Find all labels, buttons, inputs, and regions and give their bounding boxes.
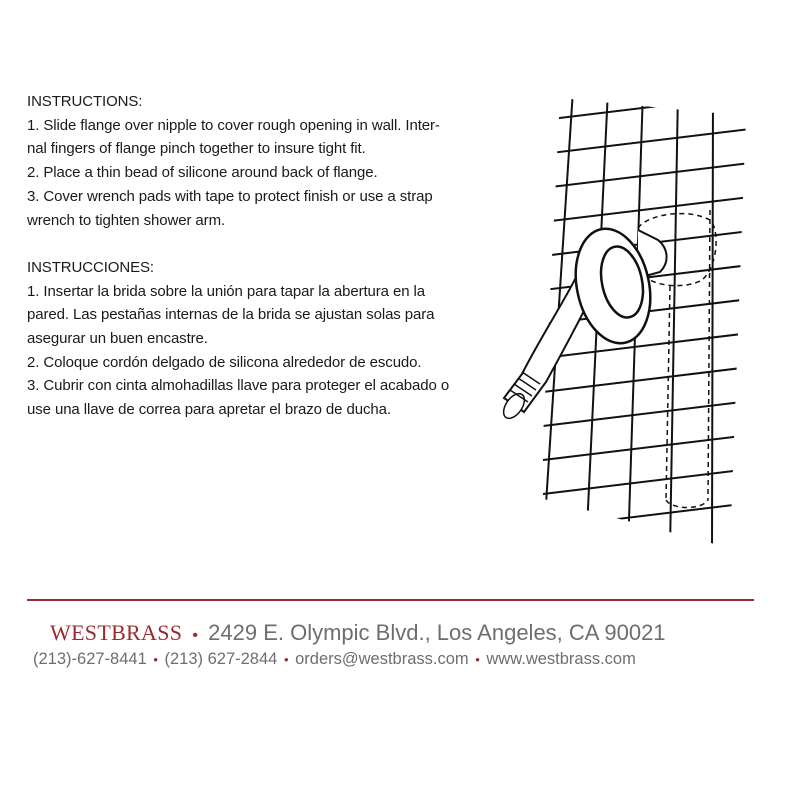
instruction-line-es: 3. Cubrir con cinta almohadillas llave para proteger el acabado o [27,377,450,395]
footer-contact-line [33,650,636,669]
instruction-line: nal fingers of flange pinch together to insure tight fit. [27,140,366,158]
bullet-separator: • [475,652,480,667]
footer-email: orders@westbrass.com [295,650,469,668]
instruction-line-es: pared. Las pestañas internas de la brida se ajustan solas para [27,306,435,324]
bullet-separator: • [153,652,158,667]
footer-phone-1: (213)-627-8441 [33,650,147,668]
footer-website: www.westbrass.com [486,650,636,668]
instructions-heading-en: INSTRUCTIONS: [27,93,143,110]
instruction-line: 2. Place a thin bead of silicone around back of flange. [27,164,378,182]
instruction-line-es: 2. Coloque cordón delgado de silicona alrededor de escudo. [27,353,422,371]
instruction-line: 1. Slide flange over nipple to cover rough opening in wall. Inter- [27,116,440,134]
footer-address-line [50,620,666,646]
instruction-line: 3. Cover wrench pads with tape to protect finish or use a strap [27,187,433,205]
brand-name: WESTBRASS [50,620,183,645]
instruction-line-es: 1. Insertar la brida sobre la unión para tapar la abertura en la [27,282,426,300]
section-spacer [27,232,507,256]
shower-arm-installation-illustration [488,90,788,550]
bullet-separator: • [283,652,289,667]
instruction-line-es: asegurar un buen encastre. [27,330,208,348]
instructions-block [27,90,507,422]
footer-address: 2429 E. Olympic Blvd., Los Angeles, CA 90021 [208,620,666,645]
footer-phone-2: (213) 627-2844 [164,650,278,668]
instructions-heading-es: INSTRUCCIONES: [27,258,154,276]
instruction-line-es: use una llave de correa para apretar el brazo de ducha. [27,401,391,419]
bullet-separator: • [192,627,199,644]
footer-divider [27,599,754,601]
instruction-line: wrench to tighten shower arm. [27,211,226,229]
